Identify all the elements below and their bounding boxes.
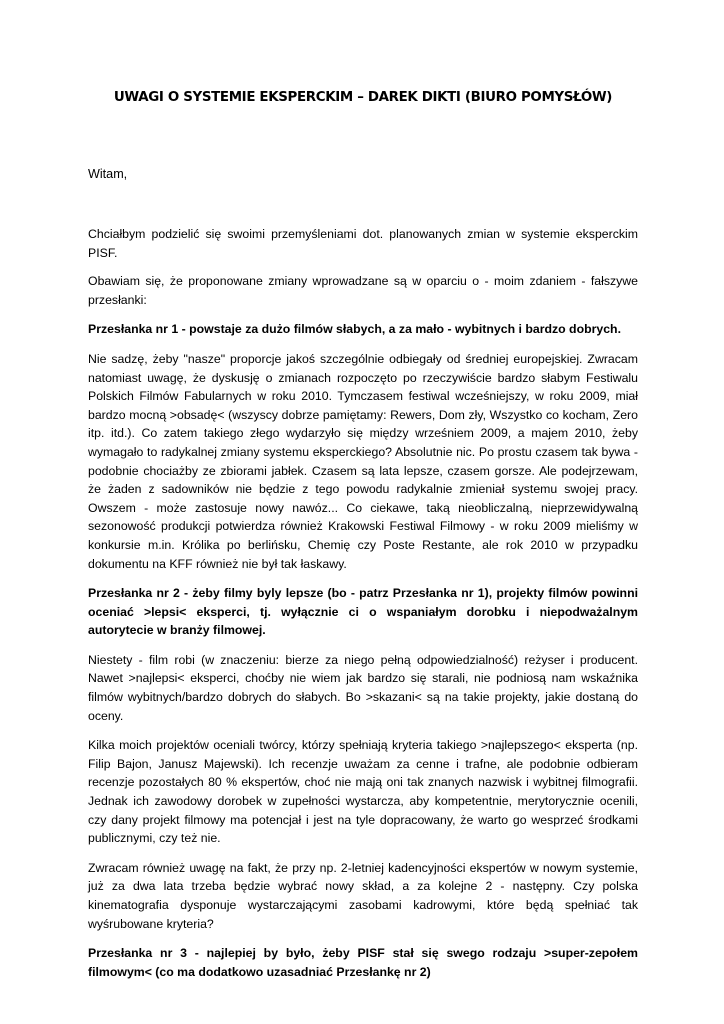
document-page [88,0,638,1024]
premise-2-heading: Przesłanka nr 2 - żeby filmy byly lepsze (bo - patrz Przesłanka nr 1), projekty filmów powinni oceniać >lepsi< eksperci, tj. wyłącznie ci o wspaniałym dorobku i niepodważalnym autorytecie w branży filmowej. [88,586,638,638]
paragraph-premise-2c: Zwracam również uwagę na fakt, że przy np. 2-letniej kadencyjności ekspertów w nowym systemie, już za dwa lata trzeba będzie wybrać nowy skład, a za kolejne 2 - następny. Czy polska kinematografia dysponuje wystarczającymi zasobami kadrowymi, które będą spełniać tak wyśrubowane kryteria? [88,860,638,931]
premise-1-heading: Przesłanka nr 1 - powstaje za dużo filmów słabych, a za mało - wybitnych i bardzo dobrych. [88,322,621,337]
document-title: UWAGI O SYSTEMIE EKSPERCKIM – DAREK DIKTI (BIURO POMYSŁÓW) [113,90,613,105]
paragraph-premise-1: Nie sadzę, żeby "nasze" proporcje jakoś szczególnie odbiegały od średniej europejskiej. Zwracam natomiast uwagę, że dyskusję o zmianach rozpoczęto po rzeczywiście bardzo słabym Festiwalu Polskich Filmów Fabularnych w roku 2010. Tymczasem festiwal wcześniejszy, w roku 2009, miał bardzo mocną >obsadę< (wszyscy dobrze pamiętamy: Rewers, Dom zły, Wszystko co kocham, Zero itp. itd.). Co zatem takiego złego wydarzyło się między wrześniem 2009, a majem 2010, żeby wymagało to radykalnej zmiany systemu eksperckiego? Absolutnie nic. Po prostu czasem tak bywa - podobnie chociażby ze zbiorami jabłek. Czasem są lata lepsze, czasem gorsze. Ale podejrzewam, że żaden z sadowników nie będzie z tego powodu radykalnie zmieniał systemu swojej pracy. Owszem - może zastosuje nowy nawóz... Co ciekawe, taką nieobliczalną, nieprzewidywalną sezonowość produkcji potwierdza również Krakowski Festiwal Filmowy - w roku 2009 mieliśmy w konkursie m.in. Królika po berlińsku, Chemię czy Poste Restante, ale rok 2010 w przypadku dokumentu na KFF również nie był tak łaskawy. [88,351,638,571]
paragraph-concern: Obawiam się, że proponowane zmiany wprowadzane są w oparciu o - moim zdaniem - fałszywe przesłanki: [88,274,638,307]
paragraph-premise-2b: Kilka moich projektów oceniali twórcy, którzy spełniają kryteria takiego >najlepszego< eksperta (np. Filip Bajon, Janusz Majewski). Ich recenzje uważam za cenne i trafne, ale podobnie odbieram recenzje pozostałych 80 % ekspertów, choć nie mają oni tak znanych nazwisk i wybitnej filmografii. Jednak ich zawodowy dorobek w zupełności wystarcza, aby kompetentnie, merytorycznie ocenili, czy dany projekt filmowy ma potencjał i jest na tyle dopracowany, że warto go wesprzeć środkami publicznymi, czy też nie. [88,738,638,846]
paragraph-intro: Chciałbym podzielić się swoimi przemyśleniami dot. planowanych zmian w systemie eksperckim PISF. [88,227,638,260]
premise-3-heading: Przesłanka nr 3 - najlepiej by było, żeby PISF stał się swego rodzaju >super-zepołem filmowym< (co ma dodatkowo uzasadniać Przesłankę nr 2) [88,946,638,979]
paragraph-premise-2a: Niestety - film robi (w znaczeniu: bierze za niego pełną odpowiedzialność) reżyser i producent. Nawet >najlepsi< eksperci, choćby nie wiem jak bardzo się starali, nie podniosą nam wskaźnika filmów wybitnych/bardzo dobrych do słabych. Bo >skazani< są na takie projekty, jakie dostaną do oceny. [88,652,638,723]
greeting: Witam, [88,167,128,181]
document-body [88,225,638,992]
